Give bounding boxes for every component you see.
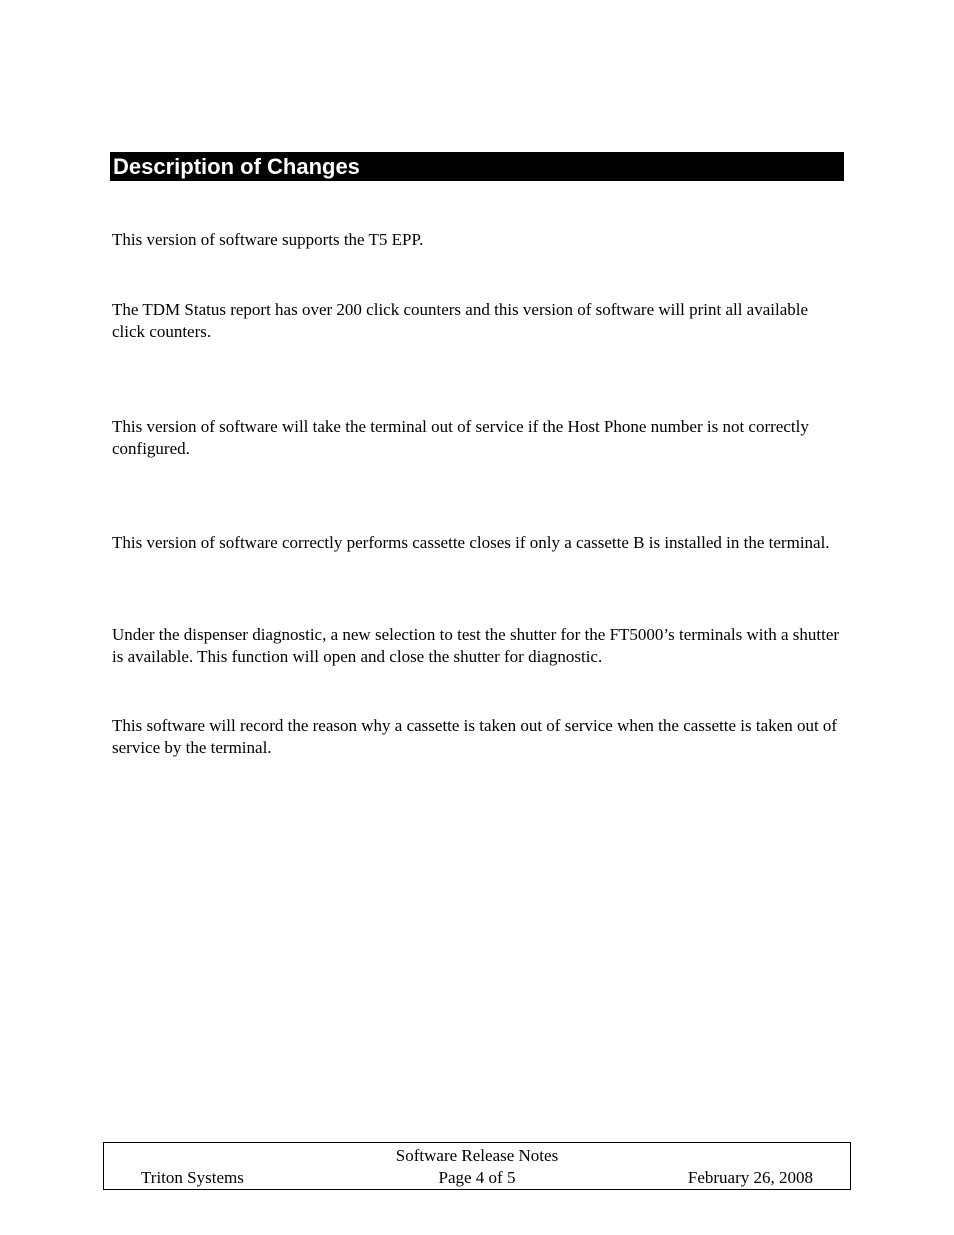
footer-document-title: Software Release Notes xyxy=(395,1146,559,1165)
change-item-shutter-diagnostic: Under the dispenser diagnostic, a new selection to test the shutter for the FT5000’s terminals with a shutter is available. This function will open and close the shutter for diagnostic. xyxy=(112,625,840,666)
footer-page-number: Page 4 of 5 xyxy=(438,1168,516,1187)
change-item-cassette-reason: This software will record the reason why a cassette is taken out of service when the cassette is taken out of service by the terminal. xyxy=(112,716,838,757)
change-item-cassette-close: This version of software correctly performs cassette closes if only a cassette B is installed in the terminal. xyxy=(112,533,830,552)
footer-date: February 26, 2008 xyxy=(687,1168,813,1187)
change-item-host-phone: This version of software will take the terminal out of service if the Host Phone number is not correctly configured. xyxy=(112,417,809,458)
footer-company: Triton Systems xyxy=(141,1168,244,1187)
section-header: Description of Changes xyxy=(110,152,844,181)
change-item-t5-epp: This version of software supports the T5 EPP. xyxy=(112,230,424,249)
change-item-click-counters: The TDM Status report has over 200 click counters and this version of software will print all available click counters. xyxy=(112,300,809,341)
page-footer xyxy=(103,1142,851,1190)
